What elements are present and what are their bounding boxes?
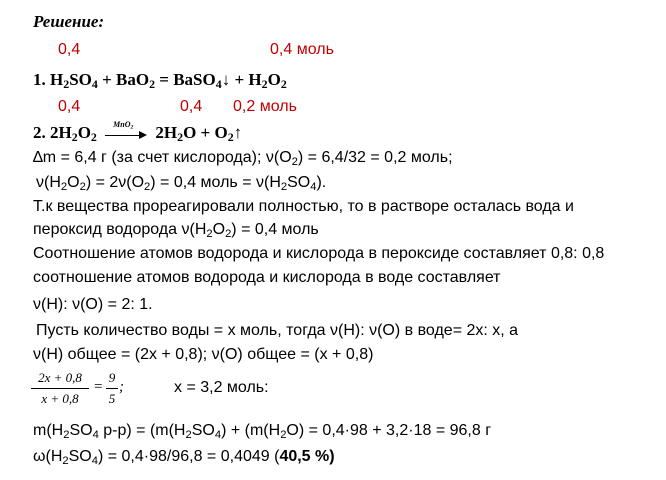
fraction-right-denominator: 5 <box>108 391 116 406</box>
reaction-arrow-icon <box>105 120 147 141</box>
moles-row-2-b: 0,4 <box>180 98 203 115</box>
line-reacted-completely: Т.к вещества прореагировали полностью, то в растворе осталась вода и <box>33 198 574 215</box>
gas-arrow-icon: ↑ <box>233 123 243 142</box>
moles-row-1-left: 0,4 <box>58 41 81 58</box>
equation-1: 1. $H_2SO_4 + BaO_2$ = BaSO$_4$↓ + $H_2O_2$ <box>33 70 287 91</box>
fraction-left-numerator: 2x + 0,8 <box>38 370 82 385</box>
x-result: x = 3,2 моль: <box>174 379 269 396</box>
line-ratio-water: соотношение атомов водорода и кислорода в воде составляет <box>33 269 501 286</box>
line-remaining-peroxide: пероксид водорода $\nu(H_2O_2) = 0,4$ моль <box>33 221 319 240</box>
line-peroxide-moles: $\nu(H_2O_2) = 2\nu(O_2) = 0,4$ моль = $\nu(H_2SO_4)$. <box>36 174 327 193</box>
fraction-right <box>106 370 118 407</box>
equation-1-number: 1. <box>33 70 46 89</box>
fraction-left <box>31 370 89 407</box>
line-solution-mass: $m(H_2SO_4$ $р-р) = (m(H_2SO_4) + (m(H_2O) = 0,4\cdot 98 + 3,2\cdot 18 = 96,8$ г <box>33 422 492 441</box>
fraction-left-denominator: x + 0,8 <box>41 391 79 406</box>
final-answer: 40,5 %) <box>279 448 335 465</box>
fraction-equals: = <box>94 379 103 395</box>
line-mass-loss: ∆m = 6,4 г (за счет кислорода); $\nu(O_2) = 6,4/32 = 0,2$ моль; <box>33 149 453 168</box>
moles-row-1-right: 0,4 моль <box>270 41 334 58</box>
fraction-right-numerator: 9 <box>108 370 116 385</box>
precipitate-arrow-icon: ↓ <box>221 70 231 89</box>
line-let-x: Пусть количество воды = x моль, тогда ν(H): ν(O) в воде= 2x: x, а <box>36 322 519 339</box>
line-totals: ν(H) общее = (2x + 0,8); ν(O) общее = (x + 0,8) <box>33 346 374 363</box>
line-water-ratio-value: ν(H): ν(O) = 2: 1. <box>33 296 153 313</box>
fraction-semicolon: ; <box>119 379 124 395</box>
line-ratio-peroxide: Соотношение атомов водорода и кислорода в пероксиде составляет 0,8: 0,8 <box>33 245 605 262</box>
solution-title: Решение: <box>33 12 105 31</box>
equation-2: 2. $2H_2O_2$ MnO$_2$ $2H_2O$ + $O_2↑$ <box>33 120 243 144</box>
moles-row-2-c: 0,2 моль <box>233 98 297 115</box>
line-mass-fraction: $\omega(H_2SO_4) = 0,4\cdot 98/96,8 = 0,4049$ (40,5 %) <box>33 448 335 467</box>
equation-2-number: 2. <box>33 123 46 142</box>
moles-row-2-a: 0,4 <box>58 98 81 115</box>
catalyst-label: MnO$_2$ <box>113 120 134 131</box>
